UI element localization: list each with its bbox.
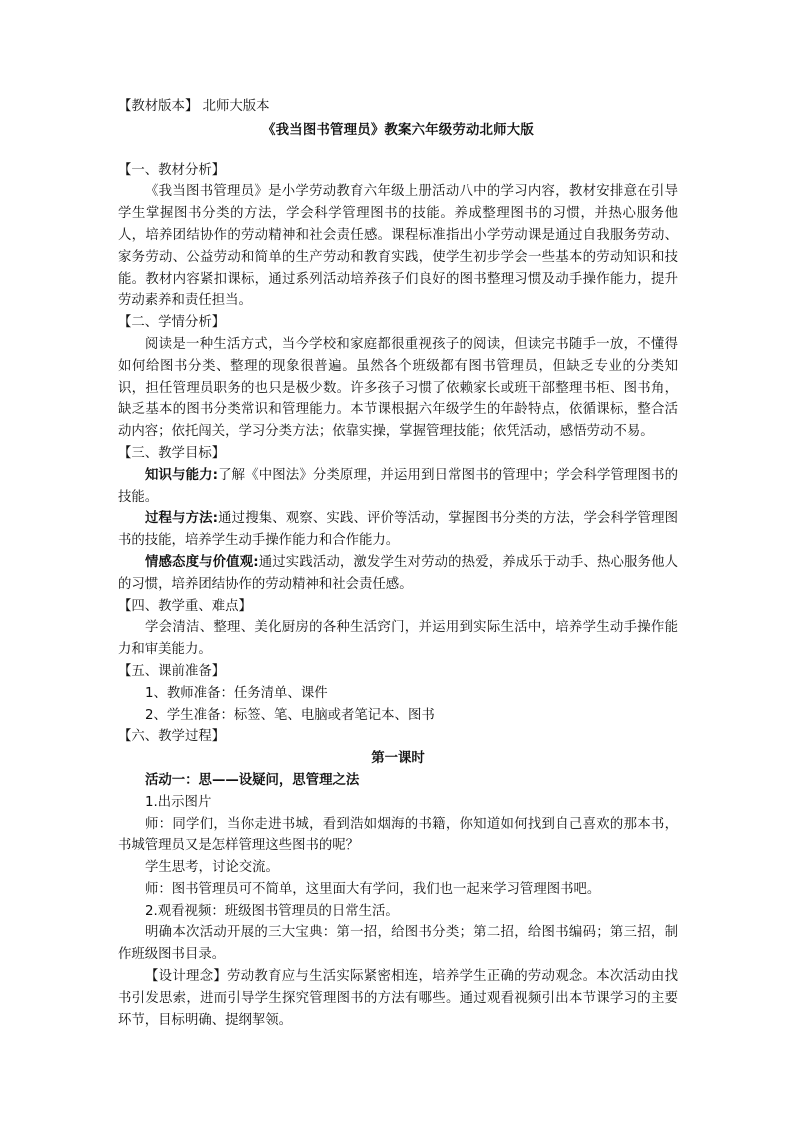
goal-emotion-text: 通过实践活动，激发学生对劳动的热爱，养成乐于动手、热心服务他人的习惯，培养团结协作的劳动精神和社会责任感。: [118, 554, 678, 592]
student-analysis-paragraph: 阅读是一种生活方式，当今学校和家庭都很重视孩子的阅读，但读完书随手一放，不懂得如何给图书分类、整理的现象很普遍。虽然各个班级都有图书管理员，但缺乏专业的分类知识，担任管理员职务的也只是极少数。许多孩子习惯了依赖家长或班干部整理书柜、图书角，缺乏基本的图书分类常识和管理能力。本节课根据六年级学生的年龄特点，依循课标，整合活动内容；依托闯关，学习分类方法；依靠实操，掌握管理技能；依凭活动，感悟劳动不易。: [118, 336, 678, 440]
student-discussion: 学生思考，讨论交流。: [145, 860, 279, 876]
edition-line: 【教材版本】 北师大版本: [118, 99, 270, 114]
preparation-teacher: 1、教师准备：任务清单、课件: [145, 685, 328, 701]
section-heading-student-analysis: 【二、学情分析】: [118, 315, 226, 331]
section-heading-textbook-analysis: 【一、教材分析】: [118, 162, 226, 178]
section-heading-preparation: 【五、课前准备】: [118, 663, 226, 679]
section-heading-teaching-goals: 【三、教学目标】: [118, 445, 226, 461]
goal-knowledge-ability: [118, 465, 678, 509]
three-treasures: 明确本次活动开展的三大宝典：第一招，给图书分类；第二招，给图书编码；第三招，制作班级图书目录。: [118, 925, 678, 963]
preparation-student: 2、学生准备：标签、笔、电脑或者笔记本、图书: [145, 707, 435, 723]
textbook-analysis-paragraph: 《我当图书管理员》是小学劳动教育六年级上册活动八中的学习内容，教材安排意在引导学生掌握图书分类的方法，学会科学管理图书的技能。养成整理图书的习惯，并热心服务他人，培养团结协作的劳动精神和社会责任感。课程标准指出小学劳动课是通过自我服务劳动、家务劳动、公益劳动和简单的生产劳动和教育实践，使学生初步学会一些基本的劳动知识和技能。教材内容紧扣课标，通过系列活动培养孩子们良好的图书整理习惯及动手操作能力，提升劳动素养和责任担当。: [118, 184, 678, 309]
lesson-title: 第一课时: [371, 751, 425, 767]
design-idea: 【设计理念】劳动教育应与生活实际紧密相连，培养学生正确的劳动观念。本次活动由找书引发思索，进而引导学生探究管理图书的方法有哪些。通过观看视频引出本节课学习的主要环节，目标明确、提纲挈领。: [118, 969, 678, 1028]
goal-emotion-values: [118, 552, 678, 596]
goal-process-method: [118, 508, 678, 552]
teacher-question: 师：同学们，当你走进书城，看到浩如烟海的书籍，你知道如何找到自己喜欢的那本书，书城管理员又是怎样管理这些图书的呢？: [118, 816, 678, 854]
teacher-statement: 师：图书管理员可不简单，这里面大有学问，我们也一起来学习管理图书吧。: [145, 881, 601, 897]
document-page: [118, 96, 678, 1031]
step-show-pictures: 1.出示图片: [145, 794, 212, 810]
section-heading-teaching-process: 【六、教学过程】: [118, 729, 226, 745]
key-points-paragraph: 学会清洁、整理、美化厨房的各种生活窍门，并运用到实际生活中，培养学生动手操作能力和审美能力。: [118, 620, 678, 658]
goal-emotion-label: 情感态度与价值观:: [145, 554, 259, 570]
step-watch-video: 2.观看视频：班级图书管理员的日常生活。: [145, 903, 399, 919]
goal-process-label: 过程与方法:: [145, 511, 219, 527]
goal-knowledge-text: 了解《中图法》分类原理，并运用到日常图书的管理中；学会科学管理图书的技能。: [118, 467, 679, 505]
activity-title: 活动一：思——设疑问，思管理之法: [145, 772, 360, 788]
section-heading-key-points: 【四、教学重、难点】: [118, 598, 252, 614]
page-title: 《我当图书管理员》教案六年级劳动北师大版: [262, 122, 534, 138]
goal-knowledge-label: 知识与能力:: [145, 467, 219, 483]
goal-process-text: 通过搜集、观察、实践、评价等活动，掌握图书分类的方法，学会科学管理图书的技能，培养学生动手操作能力和合作能力。: [118, 511, 679, 549]
